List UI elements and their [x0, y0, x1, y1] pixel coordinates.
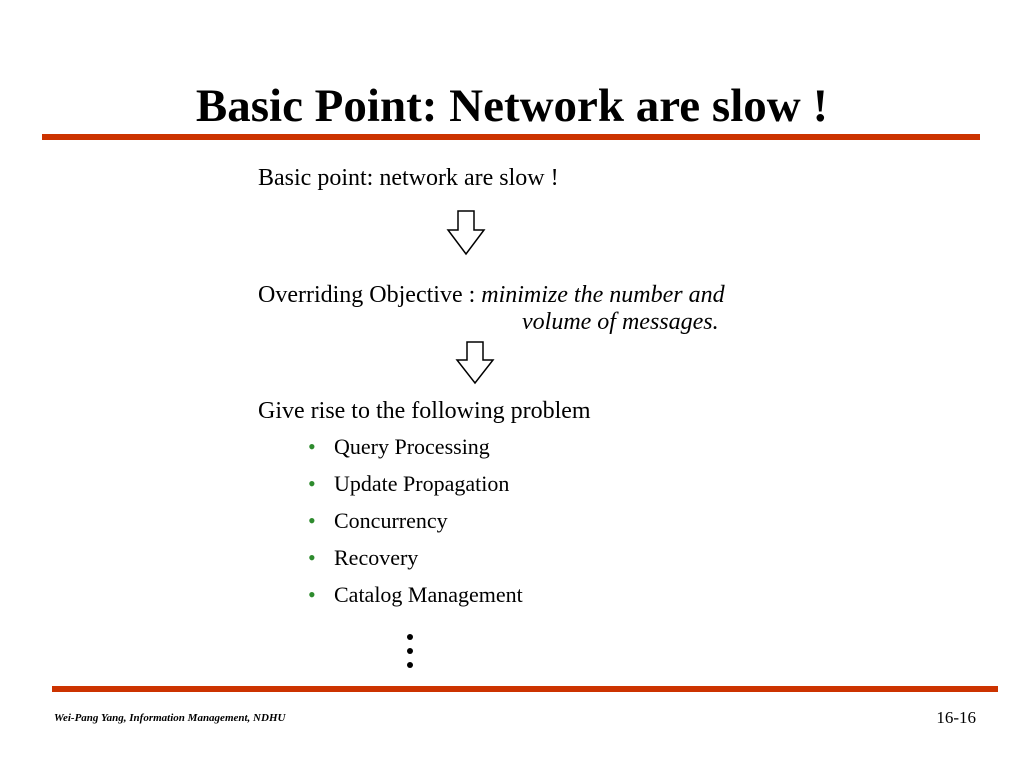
title-divider	[42, 134, 980, 140]
footer-divider	[52, 686, 998, 692]
problem-label: Catalog Management	[334, 582, 523, 607]
page-number: 16-16	[936, 708, 976, 727]
bullet-icon: •	[308, 434, 316, 459]
basic-point-text: Basic point: network are slow !	[258, 165, 559, 191]
problem-label: Update Propagation	[334, 471, 510, 496]
list-item	[308, 508, 523, 545]
footer-author: Wei-Pang Yang, Information Management, NDHU	[54, 712, 286, 724]
down-arrow-outline-icon	[455, 341, 495, 385]
problem-intro: Give rise to the following problem	[258, 398, 591, 424]
problem-label: Concurrency	[334, 508, 448, 533]
objective-label: Overriding Objective :	[258, 282, 482, 308]
bullet-icon: •	[308, 545, 316, 570]
slide-title: Basic Point: Network are slow !	[195, 80, 829, 132]
list-item	[308, 471, 523, 508]
problem-list	[308, 434, 523, 619]
objective-emphasis-line2: volume of messages.	[522, 309, 719, 335]
bullet-icon: •	[308, 471, 316, 496]
objective-line	[258, 281, 725, 309]
list-item	[308, 545, 523, 582]
problem-label: Query Processing	[334, 434, 490, 459]
vertical-ellipsis-icon	[403, 633, 417, 669]
bullet-icon: •	[308, 508, 316, 533]
list-item	[308, 434, 523, 471]
problem-label: Recovery	[334, 545, 419, 570]
down-arrow-outline-icon	[446, 210, 486, 256]
list-item	[308, 582, 523, 619]
bullet-icon: •	[308, 582, 316, 607]
objective-emphasis-line1: minimize the number and	[481, 282, 725, 308]
